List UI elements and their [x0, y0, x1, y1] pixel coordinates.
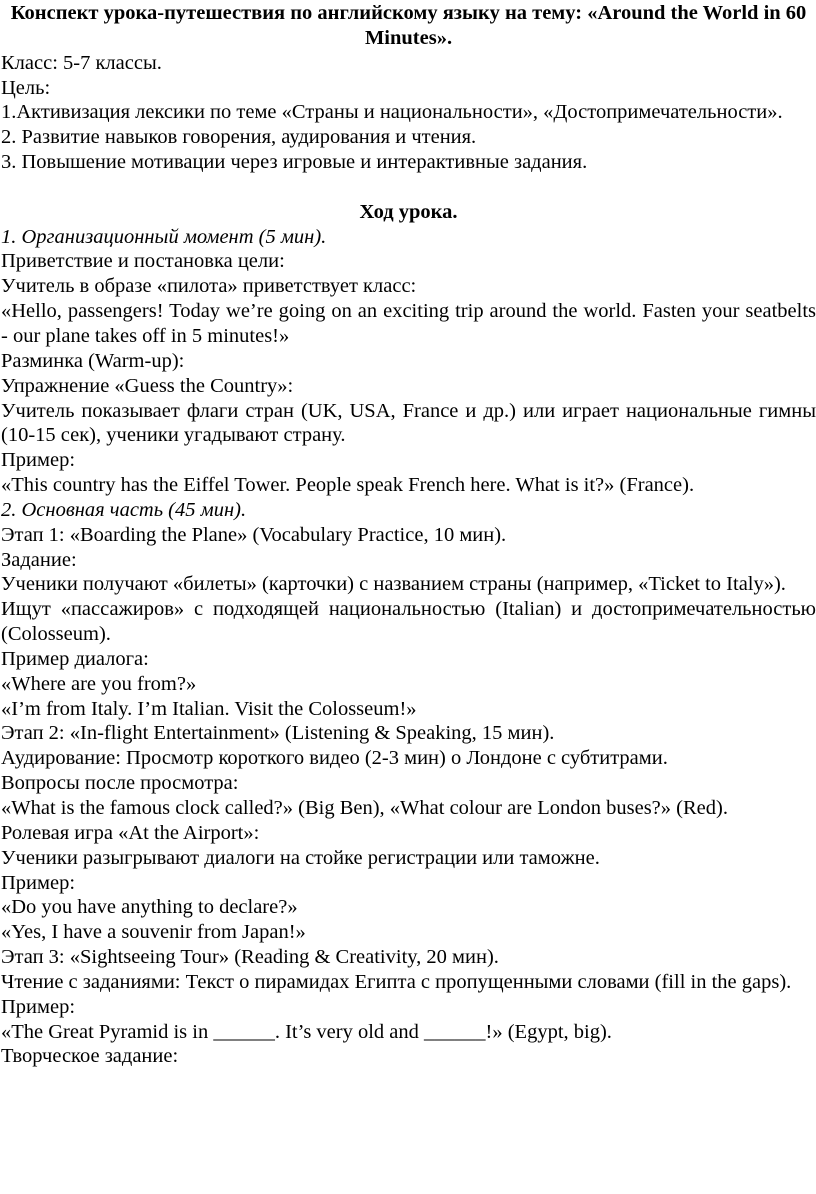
- lesson-heading: Ход урока.: [359, 200, 458, 223]
- lesson-body: [1, 225, 816, 1070]
- paragraph: Творческое задание:: [1, 1045, 179, 1068]
- paragraph: Задание:: [1, 548, 77, 571]
- blank-line: [1, 175, 816, 200]
- paragraph: Чтение с заданиями: Текст о пирамидах Египта с пропущенными словами (fill in the gaps).: [1, 970, 792, 993]
- paragraph: Ученики получают «билеты» (карточки) с названием страны (например, «Ticket to Italy»).: [1, 573, 786, 596]
- goal-item: 3. Повышение мотивации через игровые и интерактивные задания.: [1, 151, 588, 174]
- paragraph: Пример:: [1, 449, 76, 472]
- paragraph: Ролевая игра «At the Airport»:: [1, 821, 260, 844]
- paragraph: Аудирование: Просмотр короткого видео (2-3 мин) о Лондоне с субтитрами.: [1, 747, 668, 770]
- paragraph: «Yes, I have a souvenir from Japan!»: [1, 921, 306, 944]
- paragraph: «I’m from Italy. I’m Italian. Visit the Colosseum!»: [1, 697, 417, 720]
- paragraph: Этап 3: «Sightseeing Tour» (Reading & Creativity, 20 мин).: [1, 946, 499, 969]
- paragraph: «This country has the Eiffel Tower. People speak French here. What is it?» (France).: [1, 474, 695, 497]
- paragraph: Пример:: [1, 871, 76, 894]
- paragraph: Этап 2: «In-flight Entertainment» (Listening & Speaking, 15 мин).: [1, 722, 555, 745]
- section-heading: 2. Основная часть (45 мин).: [1, 498, 247, 521]
- goal-item: 2. Развитие навыков говорения, аудирования и чтения.: [1, 126, 477, 149]
- paragraph: Приветствие и постановка цели:: [1, 250, 285, 273]
- paragraph: «The Great Pyramid is in ______. It’s very old and ______!» (Egypt, big).: [1, 1020, 612, 1043]
- paragraph: «Do you have anything to declare?»: [1, 896, 298, 919]
- paragraph: Ищут «пассажиров» с подходящей национальностью (Italian) и достопримечательностью (Colosseum).: [1, 598, 816, 646]
- paragraph: Учитель в образе «пилота» приветствует класс:: [1, 275, 417, 298]
- paragraph: Вопросы после просмотра:: [1, 772, 239, 795]
- goal-item: 1.Активизация лексики по теме «Страны и национальности», «Достопримечательности».: [1, 101, 783, 124]
- paragraph: Разминка (Warm-up):: [1, 349, 185, 372]
- paragraph: Пример диалога:: [1, 647, 149, 670]
- paragraph: Этап 1: «Boarding the Plane» (Vocabulary Practice, 10 мин).: [1, 523, 507, 546]
- paragraph: «Where are you from?»: [1, 672, 197, 695]
- section-heading: 1. Организационный момент (5 мин).: [1, 225, 327, 248]
- paragraph: Учитель показывает флаги стран (UK, USA, France и др.) или играет национальные гимны (10-15 сек), ученики угадывают страну.: [1, 399, 816, 447]
- goal-label: Цель:: [1, 76, 51, 99]
- paragraph: Ученики разыгрывают диалоги на стойке регистрации или таможне.: [1, 846, 600, 869]
- grade-line: Класс: 5-7 классы.: [1, 51, 162, 74]
- paragraph: Упражнение «Guess the Country»:: [1, 374, 294, 397]
- paragraph: Пример:: [1, 995, 76, 1018]
- paragraph: «What is the famous clock called?» (Big Ben), «What colour are London buses?» (Red).: [1, 797, 728, 819]
- paragraph: «Hello, passengers! Today we’re going on an exciting trip around the world. Fasten your seatbelts - our plane takes off in 5 minutes!»: [1, 300, 816, 347]
- document-title: Конспект урока-путешествия по английскому языку на тему: «Around the World in 60 Minutes».: [10, 2, 807, 49]
